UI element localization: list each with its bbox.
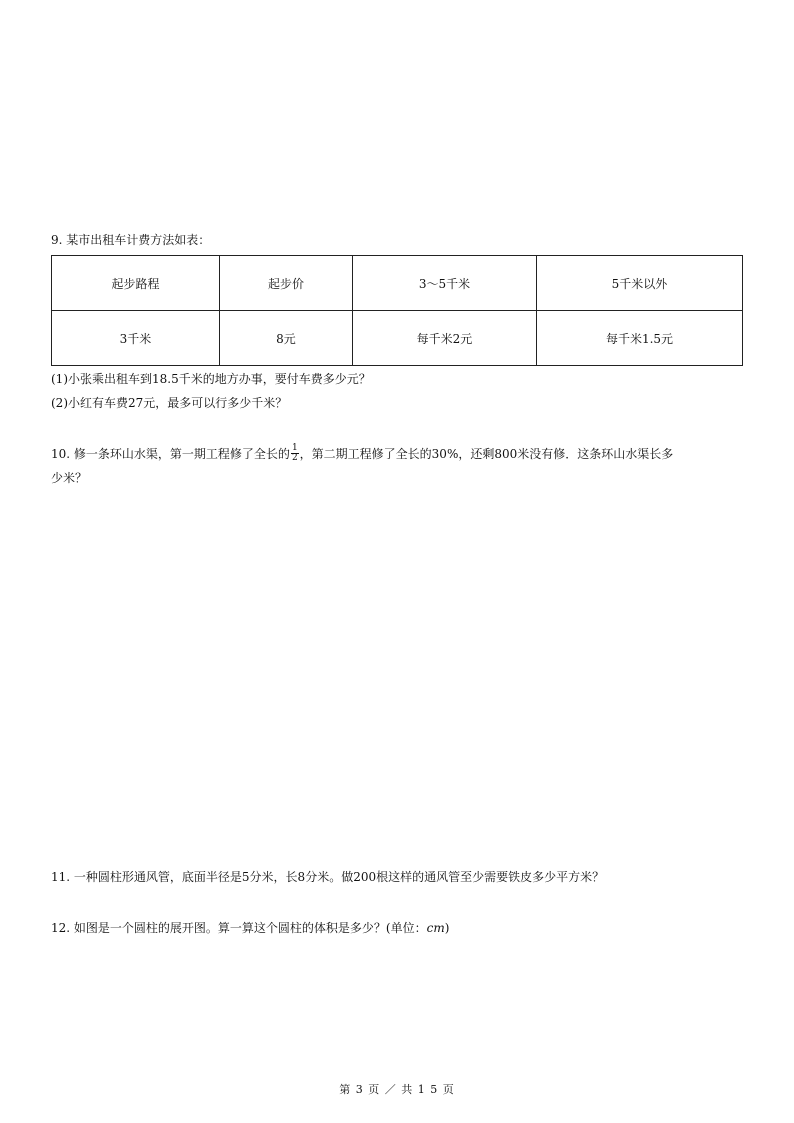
- page-footer: 第 3 页 ／ 共 1 5 页: [339, 1083, 455, 1096]
- question-10-text-before: 修一条环山水渠，第一期工程修了全长的: [73, 447, 290, 461]
- fare-table-header-cell: 起步路程: [52, 256, 220, 311]
- question-10-text-after: ，第二期工程修了全长的30%，还剩800米没有修．这条环山水渠长多: [299, 447, 674, 461]
- question-9-number: 9.: [51, 233, 63, 247]
- fraction-denominator: 2: [291, 453, 298, 463]
- question-9-sub-1: (1)小张乘出租车到18.5千米的地方办事，要付车费多少元？: [51, 372, 371, 386]
- question-12-unit: cm: [426, 921, 445, 935]
- question-10: [51, 442, 743, 490]
- fraction-numerator: 1: [291, 443, 298, 453]
- fare-table-header-cell: 3～5千米: [353, 256, 537, 311]
- fare-table-row: [52, 311, 743, 366]
- question-9-sub-2: (2)小红有车费27元，最多可以行多少千米？: [51, 396, 288, 410]
- fare-table-cell: 每千米2元: [353, 311, 537, 366]
- fare-table-header-cell: 5千米以外: [537, 256, 743, 311]
- question-10-number: 10.: [51, 447, 71, 461]
- question-9-text: 某市出租车计费方法如表：: [66, 233, 211, 247]
- question-12-number: 12.: [51, 921, 71, 935]
- question-10-text-line2: 少米？: [51, 471, 88, 485]
- fare-table-cell: 每千米1.5元: [537, 311, 743, 366]
- question-11-text: 一种圆柱形通风管，底面半径是5分米，长8分米。做200根这样的通风管至少需要铁皮多少平方米？: [73, 870, 605, 884]
- fare-table-cell: 8元: [220, 311, 353, 366]
- fare-table-header-row: [52, 256, 743, 311]
- question-11-number: 11.: [51, 870, 71, 884]
- question-11: [51, 865, 604, 889]
- question-9: [51, 228, 210, 252]
- fare-table-cell: 3千米: [52, 311, 220, 366]
- question-12: [51, 916, 449, 940]
- question-12-text: 如图是一个圆柱的展开图。算一算这个圆柱的体积是多少？(单位：: [73, 921, 427, 935]
- fare-table-header-cell: 起步价: [220, 256, 353, 311]
- fraction-one-half: [291, 444, 299, 463]
- question-12-close: ): [444, 921, 450, 935]
- fare-table: [51, 255, 743, 366]
